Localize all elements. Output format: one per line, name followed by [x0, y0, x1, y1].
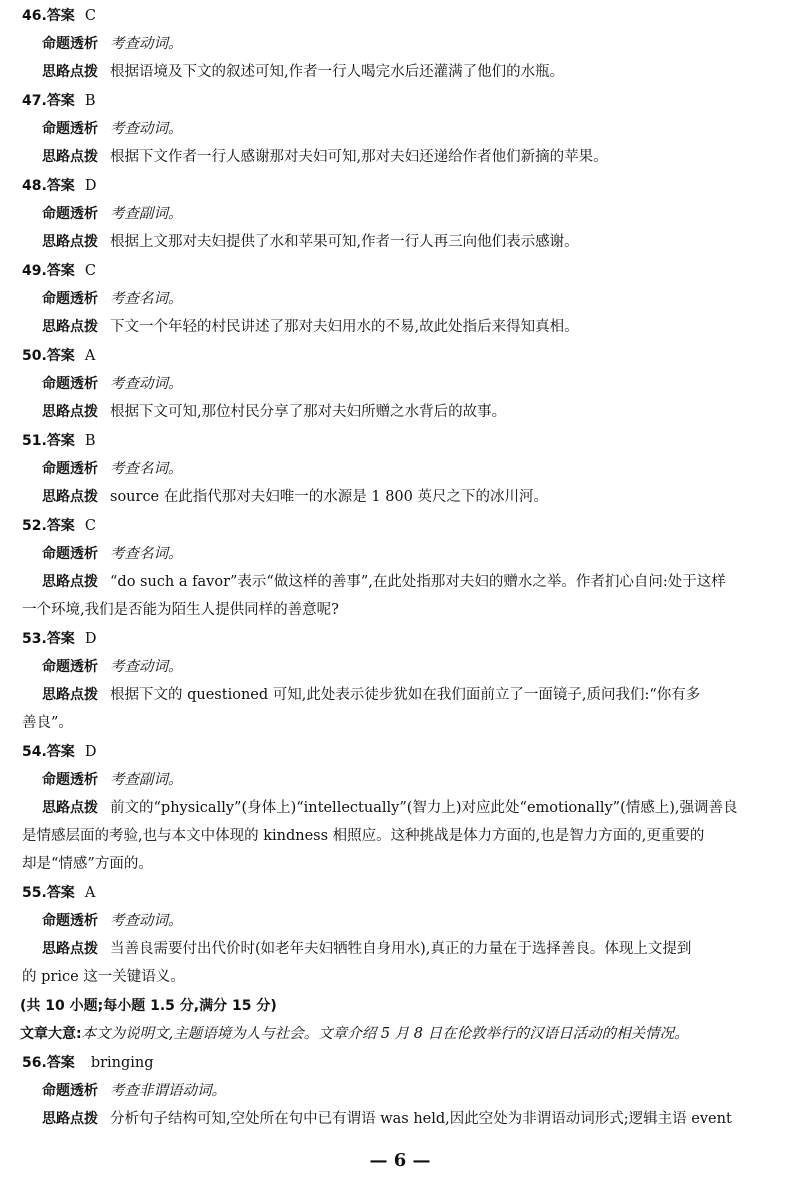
- question-56-answer: 56.答案 bringing: [22, 1055, 154, 1071]
- question-47-hint: 思路点拨 根据下文作者一行人感谢那对夫妇可知,那对夫妇还递给作者他们新摘的苹果。: [42, 149, 608, 165]
- question-53-answer: 53.答案 D: [22, 631, 97, 647]
- question-55-hint-cont: 的 price 这一关键语义。: [22, 969, 185, 985]
- question-48-answer: 48.答案 D: [22, 178, 97, 194]
- question-55-answer: 55.答案 A: [22, 885, 96, 901]
- question-53-hint: 思路点拨 根据下文的 questioned 可知,此处表示徒步犹如在我们面前立了一面镜子,质问我们:“你有多: [42, 687, 701, 703]
- question-56-analysis: 命题透析 考查非谓语动词。: [42, 1083, 226, 1099]
- question-54-answer: 54.答案 D: [22, 744, 97, 760]
- question-55-hint: 思路点拨 当善良需要付出代价时(如老年夫妇牺牲自身用水),真正的力量在于选择善良。体现上文提到: [42, 941, 692, 957]
- question-52-answer: 52.答案 C: [22, 518, 96, 534]
- question-51-answer: 51.答案 B: [22, 433, 96, 449]
- question-47-analysis: 命题透析 考查动词。: [42, 121, 183, 137]
- question-54-hint-cont-1: 是情感层面的考验,也与本文中体现的 kindness 相照应。这种挑战是体力方面的,也是智力方面的,更重要的: [22, 828, 705, 844]
- question-54-hint-cont-2: 却是“情感”方面的。: [22, 856, 153, 872]
- question-52-hint-cont: 一个环境,我们是否能为陌生人提供同样的善意呢?: [22, 602, 339, 618]
- question-50-analysis: 命题透析 考查动词。: [42, 376, 183, 392]
- question-48-analysis: 命题透析 考查副词。: [42, 206, 183, 222]
- question-47-answer: 47.答案 B: [22, 93, 96, 109]
- question-49-hint: 思路点拨 下文一个年轻的村民讲述了那对夫妇用水的不易,故此处指后来得知真相。: [42, 319, 579, 335]
- page-number: — 6 —: [369, 1150, 431, 1171]
- question-52-hint: 思路点拨 “do such a favor”表示“做这样的善事”,在此处指那对夫妇的赠水之举。作者扪心自问:处于这样: [42, 574, 726, 590]
- question-49-answer: 49.答案 C: [22, 263, 96, 279]
- question-46-hint: 思路点拨 根据语境及下文的叙述可知,作者一行人喝完水后还灌满了他们的水瓶。: [42, 64, 565, 80]
- article-summary: 文章大意:本文为说明文,主题语境为人与社会。文章介绍 5 月 8 日在伦敦举行的汉语日活动的相关情况。: [20, 1026, 689, 1042]
- question-55-analysis: 命题透析 考查动词。: [42, 913, 183, 929]
- question-51-hint: 思路点拨 source 在此指代那对夫妇唯一的水源是 1 800 英尺之下的冰川河。: [42, 489, 548, 505]
- section-header: (共 10 小题;每小题 1.5 分,满分 15 分): [20, 998, 277, 1014]
- question-52-analysis: 命题透析 考查名词。: [42, 546, 183, 562]
- question-53-analysis: 命题透析 考查动词。: [42, 659, 183, 675]
- question-53-hint-cont: 善良”。: [22, 715, 73, 731]
- question-51-analysis: 命题透析 考查名词。: [42, 461, 183, 477]
- question-49-analysis: 命题透析 考查名词。: [42, 291, 183, 307]
- question-48-hint: 思路点拨 根据上文那对夫妇提供了水和苹果可知,作者一行人再三向他们表示感谢。: [42, 234, 579, 250]
- question-54-analysis: 命题透析 考查副词。: [42, 772, 183, 788]
- question-56-hint: 思路点拨 分析句子结构可知,空处所在句中已有谓语 was held,因此空处为非谓语动词形式;逻辑主语 event: [42, 1111, 732, 1127]
- question-54-hint: 思路点拨 前文的“physically”(身体上)“intellectually”(智力上)对应此处“emotionally”(情感上),强调善良: [42, 800, 738, 816]
- question-46-answer: 46.答案 C: [22, 8, 96, 24]
- question-46-analysis: 命题透析 考查动词。: [42, 36, 183, 52]
- question-50-answer: 50.答案 A: [22, 348, 96, 364]
- question-50-hint: 思路点拨 根据下文可知,那位村民分享了那对夫妇所赠之水背后的故事。: [42, 404, 507, 420]
